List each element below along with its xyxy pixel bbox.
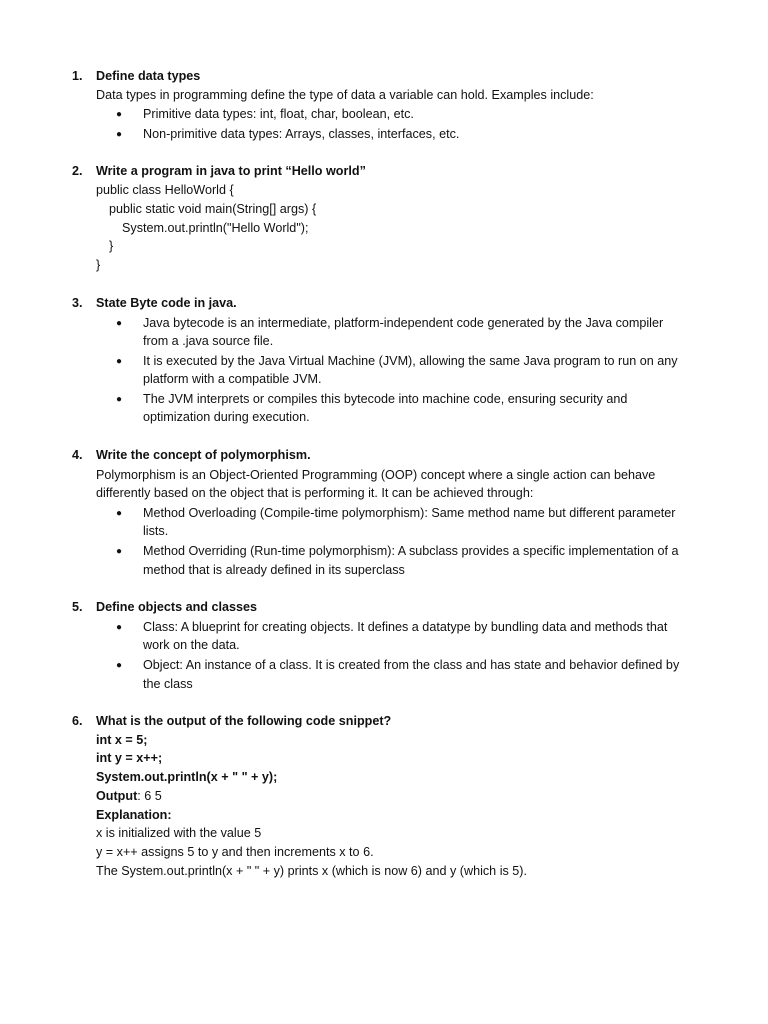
q4-heading: Write the concept of polymorphism. — [96, 448, 311, 462]
q5-bullet-1-line-1: Class: A blueprint for creating objects. It defines a datatype by bundling data and methods that — [143, 620, 668, 634]
q3-bullet-2-line-2: platform with a compatible JVM. — [143, 372, 322, 386]
q6-output — [96, 787, 162, 806]
bullet-icon: ● — [116, 546, 123, 557]
q5-number: 5. — [72, 600, 83, 614]
q4-bullet-2-line-2: method that is already defined in its superclass — [143, 563, 405, 577]
bullet-icon: ● — [116, 660, 123, 671]
q6-explanation-label: Explanation: — [96, 808, 172, 822]
q6-number: 6. — [72, 714, 83, 728]
q2-heading: Write a program in java to print “Hello world” — [96, 164, 366, 178]
q4-intro-line-1: Polymorphism is an Object-Oriented Programming (OOP) concept where a single action can behave — [96, 468, 656, 482]
bullet-icon: ● — [116, 622, 123, 633]
q6-explanation-line-2: y = x++ assigns 5 to y and then increments x to 6. — [96, 845, 374, 859]
bullet-icon: ● — [116, 394, 123, 405]
q6-output-value: : 6 5 — [137, 789, 162, 803]
q6-code-line-1: int x = 5; — [96, 733, 148, 747]
q5-bullet-2-line-2: the class — [143, 677, 193, 691]
q3-heading: State Byte code in java. — [96, 296, 237, 310]
q3-bullet-1-line-1: Java bytecode is an intermediate, platform-independent code generated by the Java compiler — [143, 316, 664, 330]
bullet-icon: ● — [116, 109, 123, 120]
bullet-icon: ● — [116, 318, 123, 329]
bullet-icon: ● — [116, 129, 123, 140]
q2-code-line-3: System.out.println("Hello World"); — [122, 221, 309, 235]
q5-bullet-2-line-1: Object: An instance of a class. It is created from the class and has state and behavior defined by — [143, 658, 680, 672]
q1-bullet-2: Non-primitive data types: Arrays, classes, interfaces, etc. — [143, 127, 460, 141]
q6-output-label: Output — [96, 789, 138, 803]
q3-bullet-3-line-1: The JVM interprets or compiles this bytecode into machine code, ensuring security and — [143, 392, 628, 406]
q2-code-line-5: } — [96, 258, 101, 272]
q1-intro: Data types in programming define the type of data a variable can hold. Examples include: — [96, 88, 594, 102]
q1-heading: Define data types — [96, 69, 201, 83]
q4-bullet-2-line-1: Method Overriding (Run-time polymorphism): A subclass provides a specific implementation of a — [143, 544, 679, 558]
q2-code-line-1: public class HelloWorld { — [96, 183, 234, 197]
q6-code-line-3: System.out.println(x + " " + y); — [96, 770, 278, 784]
q2-number: 2. — [72, 164, 83, 178]
q2-code-line-4: } — [109, 239, 114, 253]
q6-heading: What is the output of the following code snippet? — [96, 714, 392, 728]
q1-number: 1. — [72, 69, 83, 83]
q6-code-line-2: int y = x++; — [96, 751, 163, 765]
q3-bullet-1-line-2: from a .java source file. — [143, 334, 274, 348]
bullet-icon: ● — [116, 508, 123, 519]
bullet-icon: ● — [116, 356, 123, 367]
q4-bullet-1-line-1: Method Overloading (Compile-time polymorphism): Same method name but different parameter — [143, 506, 676, 520]
q4-bullet-1-line-2: lists. — [143, 524, 169, 538]
q2-code-line-2: public static void main(String[] args) { — [109, 202, 317, 216]
q6-explanation-line-1: x is initialized with the value 5 — [96, 826, 262, 840]
q3-number: 3. — [72, 296, 83, 310]
q5-heading: Define objects and classes — [96, 600, 257, 614]
q6-explanation-line-3: The System.out.println(x + " " + y) prints x (which is now 6) and y (which is 5). — [96, 864, 527, 878]
q5-bullet-1-line-2: work on the data. — [143, 638, 240, 652]
q4-number: 4. — [72, 448, 83, 462]
q1-bullet-1: Primitive data types: int, float, char, boolean, etc. — [143, 107, 414, 121]
q4-intro-line-2: differently based on the object that is performing it. It can be achieved through: — [96, 486, 534, 500]
q3-bullet-2-line-1: It is executed by the Java Virtual Machine (JVM), allowing the same Java program to run on any — [143, 354, 678, 368]
q3-bullet-3-line-2: optimization during execution. — [143, 410, 310, 424]
